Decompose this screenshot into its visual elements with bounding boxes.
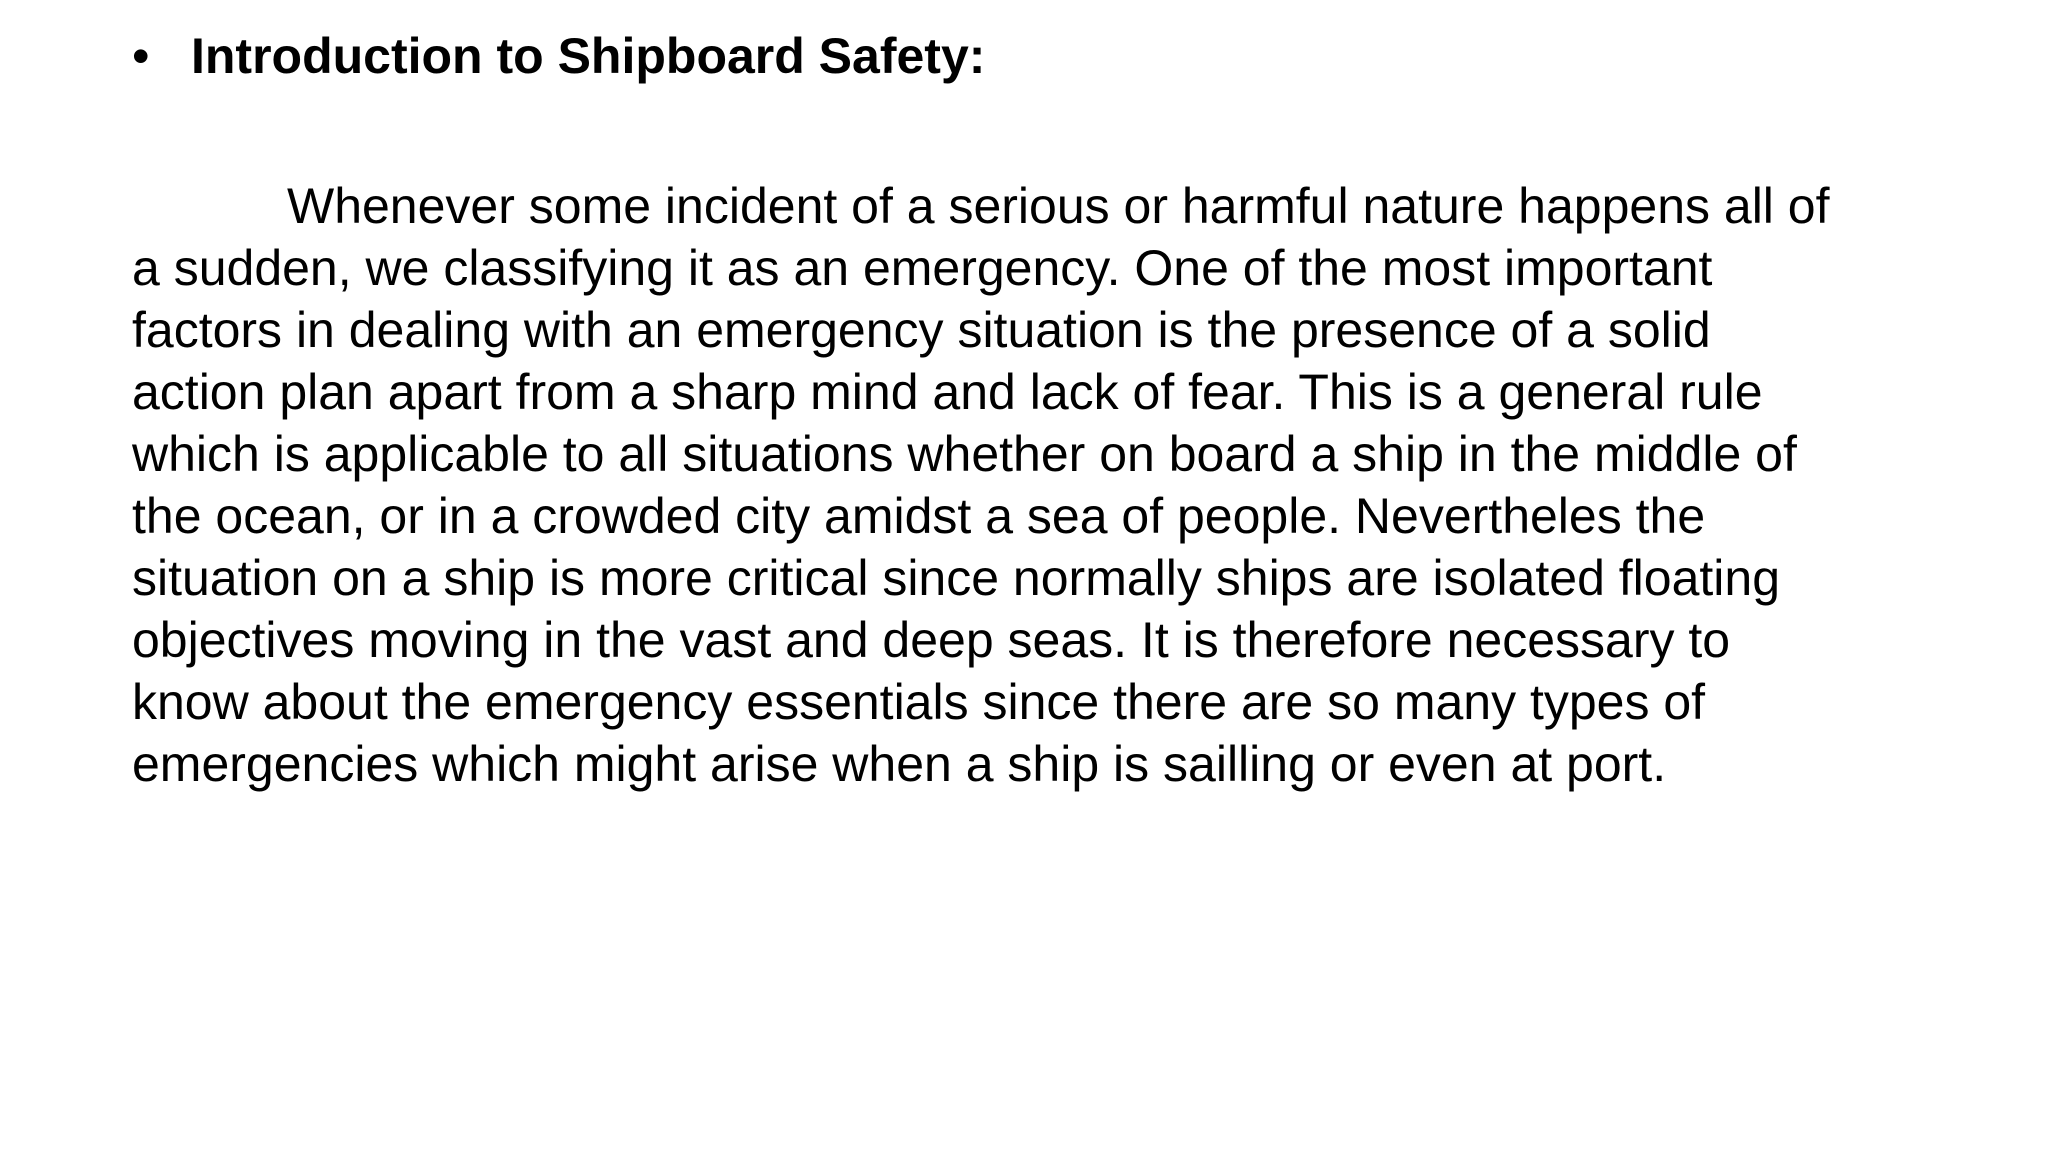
paragraph-line: a sudden, we classifying it as an emergency. One of the most important xyxy=(132,240,1713,296)
body-paragraph xyxy=(132,175,1830,795)
paragraph-line: objectives moving in the vast and deep seas. It is therefore necessary to xyxy=(132,612,1731,668)
paragraph-line: situation on a ship is more critical since normally ships are isolated floating xyxy=(132,550,1780,606)
paragraph-line: emergencies which might arise when a ship is sailling or even at port. xyxy=(132,736,1667,792)
bullet-icon: • xyxy=(132,28,150,84)
paragraph-line: the ocean, or in a crowded city amidst a sea of people. Nevertheles the xyxy=(132,488,1706,544)
paragraph-line: Whenever some incident of a serious or harmful nature happens all of xyxy=(287,178,1830,234)
paragraph-line: know about the emergency essentials since there are so many types of xyxy=(132,674,1706,730)
slide-heading: Introduction to Shipboard Safety: xyxy=(191,28,986,84)
heading-row xyxy=(132,24,985,88)
paragraph-line: factors in dealing with an emergency situation is the presence of a solid xyxy=(132,302,1711,358)
paragraph-line: action plan apart from a sharp mind and lack of fear. This is a general rule xyxy=(132,364,1763,420)
paragraph-line: which is applicable to all situations whether on board a ship in the middle of xyxy=(132,426,1797,482)
